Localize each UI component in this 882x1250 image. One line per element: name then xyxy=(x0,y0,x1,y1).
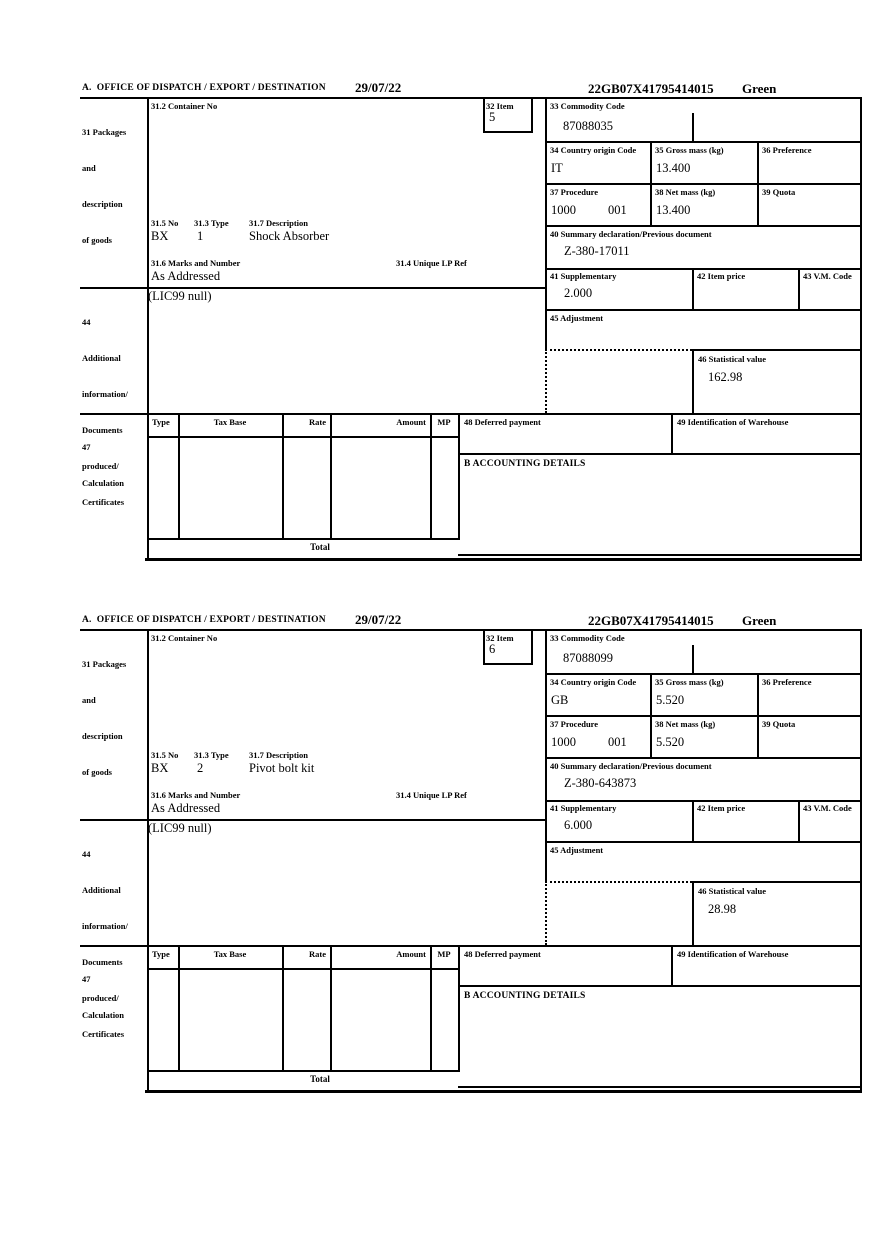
statistical-value: 28.98 xyxy=(708,902,737,916)
goods-description-value: Shock Absorber xyxy=(249,229,330,243)
box31-4-label: 31.4 Unique LP Ref xyxy=(396,258,467,268)
box35-label: 35 Gross mass (kg) xyxy=(655,145,724,155)
divider-line xyxy=(147,968,460,970)
box41-label: 41 Supplementary xyxy=(550,271,617,281)
divider-line xyxy=(650,141,652,225)
divider-line xyxy=(757,141,759,225)
box31-label-line: and xyxy=(82,163,96,173)
divider-line xyxy=(860,629,862,1092)
box37-label: 37 Procedure xyxy=(550,719,599,729)
net-mass-value: 13.400 xyxy=(656,203,691,217)
divider-line xyxy=(483,663,533,665)
marks-value: As Addressed xyxy=(151,801,221,815)
divider-line xyxy=(458,1086,862,1088)
divider-line xyxy=(147,538,460,540)
divider-line xyxy=(545,715,862,717)
box39-label: 39 Quota xyxy=(762,719,796,729)
package-no-value: BX xyxy=(151,761,169,775)
box31-label xyxy=(82,634,126,802)
total-label: Total xyxy=(310,1074,330,1084)
routing-status: Green xyxy=(742,81,777,96)
box31-label-line: of goods xyxy=(82,767,112,777)
item-number-value: 5 xyxy=(489,110,496,124)
office-of-dispatch-header: A. OFFICE OF DISPATCH / EXPORT / DESTINATION xyxy=(82,83,326,93)
box44-label-line: information/ xyxy=(82,389,128,399)
package-type-value: 1 xyxy=(197,229,204,243)
calc-col-tax-base: Tax Base xyxy=(213,417,247,427)
routing-status: Green xyxy=(742,613,777,628)
package-no-value: BX xyxy=(151,229,169,243)
procedure-suffix-value: 001 xyxy=(608,735,627,749)
divider-line xyxy=(545,757,862,759)
box47-label xyxy=(82,949,124,1045)
box41-label: 41 Supplementary xyxy=(550,803,617,813)
marks-value: As Addressed xyxy=(151,269,221,283)
dotted-divider-line xyxy=(545,881,692,883)
dotted-divider-line xyxy=(545,349,547,413)
box31-4-label: 31.4 Unique LP Ref xyxy=(396,790,467,800)
box46-label: 46 Statistical value xyxy=(698,886,766,896)
box49-label: 49 Identification of Warehouse xyxy=(677,417,789,427)
procedure-value: 1000 xyxy=(551,735,576,749)
box37-label: 37 Procedure xyxy=(550,187,599,197)
box44-label-line: produced/ xyxy=(82,461,119,471)
divider-line xyxy=(545,225,862,227)
box31-7-label: 31.7 Description xyxy=(249,218,309,228)
divider-line xyxy=(545,673,862,675)
divider-line xyxy=(147,629,149,1092)
divider-line xyxy=(545,268,862,270)
calc-col-rate: Rate xyxy=(309,417,326,427)
summary-declaration-value: Z-380-643873 xyxy=(564,776,637,790)
divider-line xyxy=(178,945,180,1070)
commodity-code-value: 87088099 xyxy=(563,651,613,665)
divider-line xyxy=(692,881,862,883)
box48-label: 48 Deferred payment xyxy=(464,417,541,427)
box31-5-label: 31.5 No xyxy=(151,750,179,760)
box31-label-line: description xyxy=(82,731,123,741)
box49-label: 49 Identification of Warehouse xyxy=(677,949,789,959)
box44-label-line: 44 xyxy=(82,317,91,327)
box38-label: 38 Net mass (kg) xyxy=(655,719,716,729)
box36-label: 36 Preference xyxy=(762,145,812,155)
box45-label: 45 Adjustment xyxy=(550,313,604,323)
divider-line xyxy=(145,558,862,561)
divider-line xyxy=(545,629,547,881)
net-mass-value: 5.520 xyxy=(656,735,685,749)
box31-6-label: 31.6 Marks and Number xyxy=(151,258,241,268)
box34-label: 34 Country origin Code xyxy=(550,145,637,155)
office-of-dispatch-header: A. OFFICE OF DISPATCH / EXPORT / DESTINATION xyxy=(82,615,326,625)
calc-col-type: Type xyxy=(152,949,170,959)
divider-line xyxy=(430,945,432,1070)
box42-label: 42 Item price xyxy=(697,803,746,813)
gross-mass-value: 13.400 xyxy=(656,161,691,175)
divider-line xyxy=(178,413,180,538)
divider-line xyxy=(798,800,800,841)
declaration-reference: 22GB07X41795414015 xyxy=(588,613,714,628)
box31-label-line: 31 Packages xyxy=(82,127,127,137)
commodity-code-tick xyxy=(692,113,694,141)
calc-col-amount: Amount xyxy=(396,417,426,427)
divider-line xyxy=(545,97,547,349)
divider-line xyxy=(757,673,759,757)
box31-label-line: and xyxy=(82,695,96,705)
box44-label-line: Documents xyxy=(82,957,123,967)
divider-line xyxy=(330,945,332,1070)
divider-line xyxy=(692,349,862,351)
divider-line xyxy=(147,436,460,438)
supplementary-value: 6.000 xyxy=(564,818,593,832)
box31-label xyxy=(82,102,126,270)
divider-line xyxy=(671,945,673,985)
box38-label: 38 Net mass (kg) xyxy=(655,187,716,197)
box36-label: 36 Preference xyxy=(762,677,812,687)
box44-label-line: 44 xyxy=(82,849,91,859)
divider-line xyxy=(282,413,284,538)
box46-label: 46 Statistical value xyxy=(698,354,766,364)
divider-line xyxy=(798,268,800,309)
divider-line xyxy=(483,97,485,133)
box40-label: 40 Summary declaration/Previous document xyxy=(550,761,712,771)
procedure-value: 1000 xyxy=(551,203,576,217)
divider-line xyxy=(692,800,694,841)
divider-line xyxy=(80,97,862,99)
box31-label-line: description xyxy=(82,199,123,209)
additional-info-value: (LIC99 null) xyxy=(148,821,212,835)
commodity-code-value: 87088035 xyxy=(563,119,613,133)
calc-col-mp: MP xyxy=(437,949,451,959)
divider-line xyxy=(531,97,533,133)
goods-description-value: Pivot bolt kit xyxy=(249,761,315,775)
box33-label: 33 Commodity Code xyxy=(550,633,625,643)
divider-line xyxy=(145,1090,862,1093)
box44-label-line: produced/ xyxy=(82,993,119,1003)
box33-label: 33 Commodity Code xyxy=(550,101,625,111)
divider-line xyxy=(545,141,862,143)
total-label: Total xyxy=(310,542,330,552)
box43-label: 43 V.M. Code xyxy=(803,803,852,813)
divider-line xyxy=(80,945,862,947)
accounting-details-label: B ACCOUNTING DETAILS xyxy=(464,991,586,1001)
box47-label-line: Calculation xyxy=(82,478,125,488)
box44-label-line: information/ xyxy=(82,921,128,931)
gross-mass-value: 5.520 xyxy=(656,693,685,707)
box47-label-line: Calculation xyxy=(82,1010,125,1020)
box31-3-label: 31.3 Type xyxy=(194,750,229,760)
calc-col-tax-base: Tax Base xyxy=(213,949,247,959)
calc-col-mp: MP xyxy=(437,417,451,427)
box40-label: 40 Summary declaration/Previous document xyxy=(550,229,712,239)
divider-line xyxy=(80,629,862,631)
box35-label: 35 Gross mass (kg) xyxy=(655,677,724,687)
divider-line xyxy=(147,1070,460,1072)
declaration-item-section xyxy=(80,80,864,564)
divider-line xyxy=(860,97,862,560)
box32-label: 32 Item xyxy=(486,101,514,111)
divider-line xyxy=(692,881,694,945)
box44-label-line: Certificates xyxy=(82,1029,125,1039)
box42-label: 42 Item price xyxy=(697,271,746,281)
divider-line xyxy=(458,453,862,455)
box34-label: 34 Country origin Code xyxy=(550,677,637,687)
country-origin-value: GB xyxy=(551,693,569,707)
box44-label-line: Certificates xyxy=(82,497,125,507)
statistical-value: 162.98 xyxy=(708,370,743,384)
box31-2-label: 31.2 Container No xyxy=(151,101,218,111)
divider-line xyxy=(545,309,862,311)
declaration-reference: 22GB07X41795414015 xyxy=(588,81,714,96)
summary-declaration-value: Z-380-17011 xyxy=(564,244,630,258)
dotted-divider-line xyxy=(545,881,547,945)
box31-5-label: 31.5 No xyxy=(151,218,179,228)
dispatch-date: 29/07/22 xyxy=(355,612,402,627)
box44-label-line: Additional xyxy=(82,353,121,363)
divider-line xyxy=(671,413,673,453)
box44-label-line: Additional xyxy=(82,885,121,895)
divider-line xyxy=(458,413,460,538)
box47-label-line: 47 xyxy=(82,442,91,452)
divider-line xyxy=(80,413,862,415)
dotted-divider-line xyxy=(545,349,692,351)
divider-line xyxy=(545,800,862,802)
country-origin-value: IT xyxy=(551,161,563,175)
divider-line xyxy=(458,985,862,987)
box39-label: 39 Quota xyxy=(762,187,796,197)
divider-line xyxy=(692,268,694,309)
box43-label: 43 V.M. Code xyxy=(803,271,852,281)
divider-line xyxy=(430,413,432,538)
divider-line xyxy=(147,97,149,560)
divider-line xyxy=(483,131,533,133)
box31-2-label: 31.2 Container No xyxy=(151,633,218,643)
additional-info-value: (LIC99 null) xyxy=(148,289,212,303)
box31-6-label: 31.6 Marks and Number xyxy=(151,790,241,800)
box47-label xyxy=(82,417,124,513)
commodity-code-tick xyxy=(692,645,694,673)
divider-line xyxy=(458,945,460,1070)
box45-label: 45 Adjustment xyxy=(550,845,604,855)
box31-label-line: of goods xyxy=(82,235,112,245)
divider-line xyxy=(545,841,862,843)
supplementary-value: 2.000 xyxy=(564,286,593,300)
box32-label: 32 Item xyxy=(486,633,514,643)
divider-line xyxy=(458,554,862,556)
box47-label-line: 47 xyxy=(82,974,91,984)
box31-label-line: 31 Packages xyxy=(82,659,127,669)
divider-line xyxy=(483,629,485,665)
calc-col-rate: Rate xyxy=(309,949,326,959)
box44-label-line: Documents xyxy=(82,425,123,435)
procedure-suffix-value: 001 xyxy=(608,203,627,217)
calc-col-amount: Amount xyxy=(396,949,426,959)
package-type-value: 2 xyxy=(197,761,204,775)
divider-line xyxy=(330,413,332,538)
divider-line xyxy=(692,349,694,413)
divider-line xyxy=(531,629,533,665)
calc-col-type: Type xyxy=(152,417,170,427)
divider-line xyxy=(282,945,284,1070)
box48-label: 48 Deferred payment xyxy=(464,949,541,959)
box31-7-label: 31.7 Description xyxy=(249,750,309,760)
divider-line xyxy=(545,183,862,185)
dispatch-date: 29/07/22 xyxy=(355,80,402,95)
item-number-value: 6 xyxy=(489,642,496,656)
declaration-item-section xyxy=(80,612,864,1096)
accounting-details-label: B ACCOUNTING DETAILS xyxy=(464,459,586,469)
box31-3-label: 31.3 Type xyxy=(194,218,229,228)
divider-line xyxy=(650,673,652,757)
